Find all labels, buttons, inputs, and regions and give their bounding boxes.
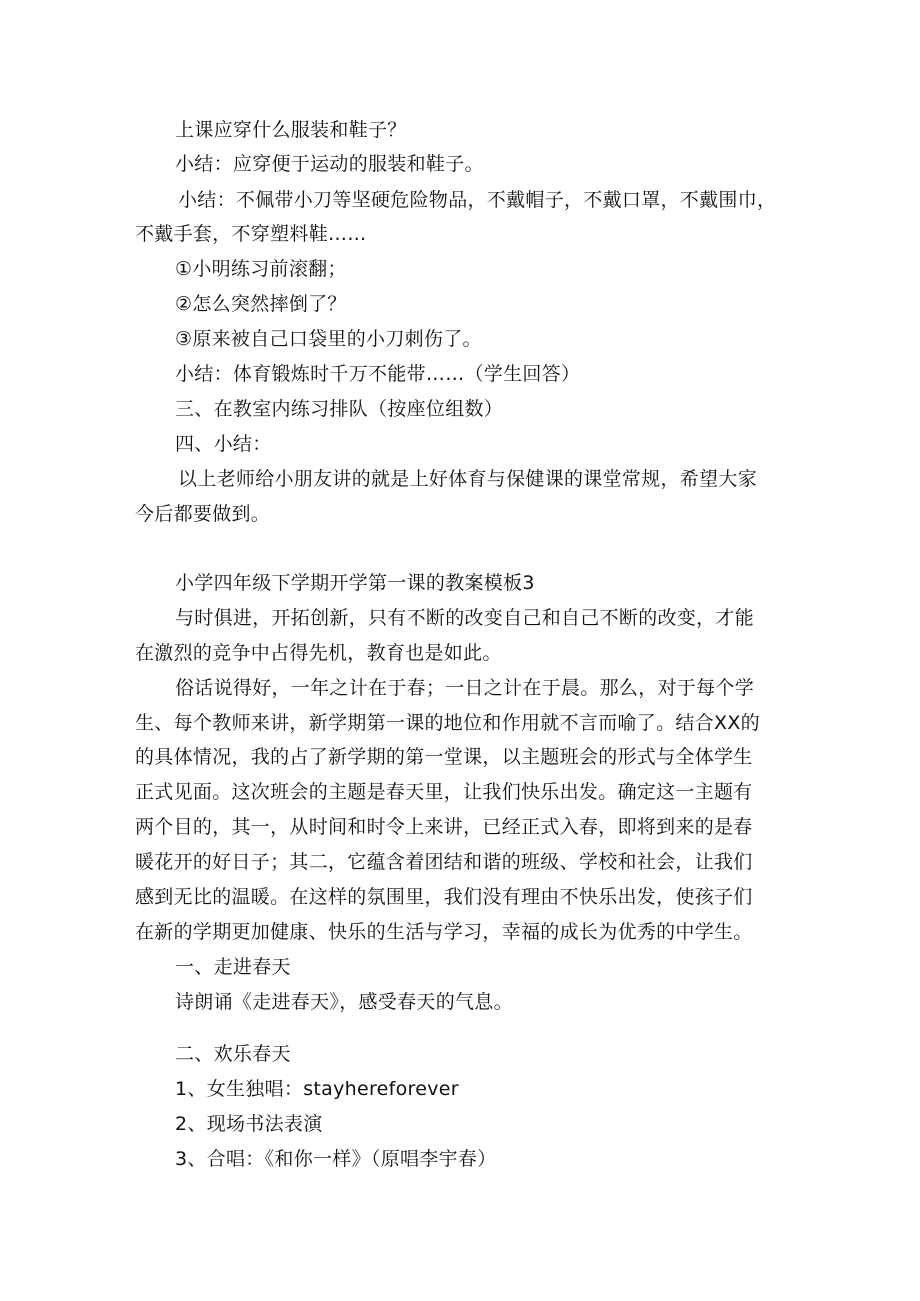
intro-paragraph-continued: 在激烈的竞争中占得先机，教育也是如此。 — [135, 642, 502, 664]
section-heading-four: 四、小结： — [175, 433, 272, 455]
intro-paragraph: 与时俱进，开拓创新，只有不断的改变自己和自己不断的改变，才能 — [175, 607, 755, 629]
body-paragraph-line-8: 在新的学期更加健康、快乐的生活与学习，幸福的成长为优秀的中学生。 — [135, 921, 753, 943]
program-item-solo: 1、女生独唱：stayhereforever — [175, 1078, 459, 1100]
body-paragraph-line-3: 的具体情况，我的占了新学期的第一堂课，以主题班会的形式与全体学生 — [135, 746, 753, 768]
story-step-1: ①小明练习前滚翻； — [175, 258, 347, 280]
summary-prohibited-items: 小结：不佩带小刀等坚硬危险物品，不戴帽子，不戴口罩，不戴围巾， — [178, 189, 777, 211]
summary-exercise-warning: 小结：体育锻炼时千万不能带……（学生回答） — [175, 363, 581, 385]
body-paragraph-line-2: 生、每个教师来讲，新学期第一课的地位和作用就不言而喻了。结合XX的 — [135, 712, 760, 734]
body-paragraph: 俗话说得好，一年之计在于春；一日之计在于晨。那么，对于每个学 — [175, 677, 755, 699]
program-item-calligraphy: 2、现场书法表演 — [175, 1113, 323, 1135]
section-heading-spring-entry: 一、走进春天 — [175, 956, 291, 978]
summary-prohibited-items-continued: 不戴手套，不穿塑料鞋…… — [135, 223, 367, 245]
question-clothing-shoes: 上课应穿什么服装和鞋子？ — [175, 119, 407, 141]
body-paragraph-line-7: 感到无比的温暖。在这样的氛围里，我们没有理由不快乐出发，使孩子们 — [135, 886, 753, 908]
body-paragraph-line-5: 两个目的，其一，从时间和时令上来讲，已经正式入春，即将到来的是春 — [135, 816, 753, 838]
body-paragraph-line-6: 暖花开的好日子；其二，它蕴含着团结和谐的班级、学校和社会，让我们 — [135, 851, 753, 873]
program-item-chorus: 3、合唱：《和你一样》（原唱李宇春） — [175, 1148, 497, 1170]
summary-clothing: 小结：应穿便于运动的服装和鞋子。 — [175, 153, 484, 175]
poetry-recitation-item: 诗朗诵《走进春天》，感受春天的气息。 — [175, 991, 513, 1013]
section-heading-three: 三、在教室内练习排队（按座位组数） — [175, 398, 504, 420]
story-step-2: ②怎么突然摔倒了？ — [175, 293, 347, 315]
body-paragraph-line-4: 正式见面。这次班会的主题是春天里，让我们快乐出发。确定这一主题有 — [135, 781, 753, 803]
section-heading-spring-joy: 二、欢乐春天 — [175, 1043, 291, 1065]
lesson-plan-title: 小学四年级下学期开学第一课的教案模板3 — [175, 572, 535, 594]
story-step-3: ③原来被自己口袋里的小刀刺伤了。 — [175, 328, 482, 350]
closing-paragraph-continued: 今后都要做到。 — [135, 503, 271, 525]
closing-paragraph: 以上老师给小朋友讲的就是上好体育与保健课的课堂常规，希望大家 — [178, 468, 758, 490]
